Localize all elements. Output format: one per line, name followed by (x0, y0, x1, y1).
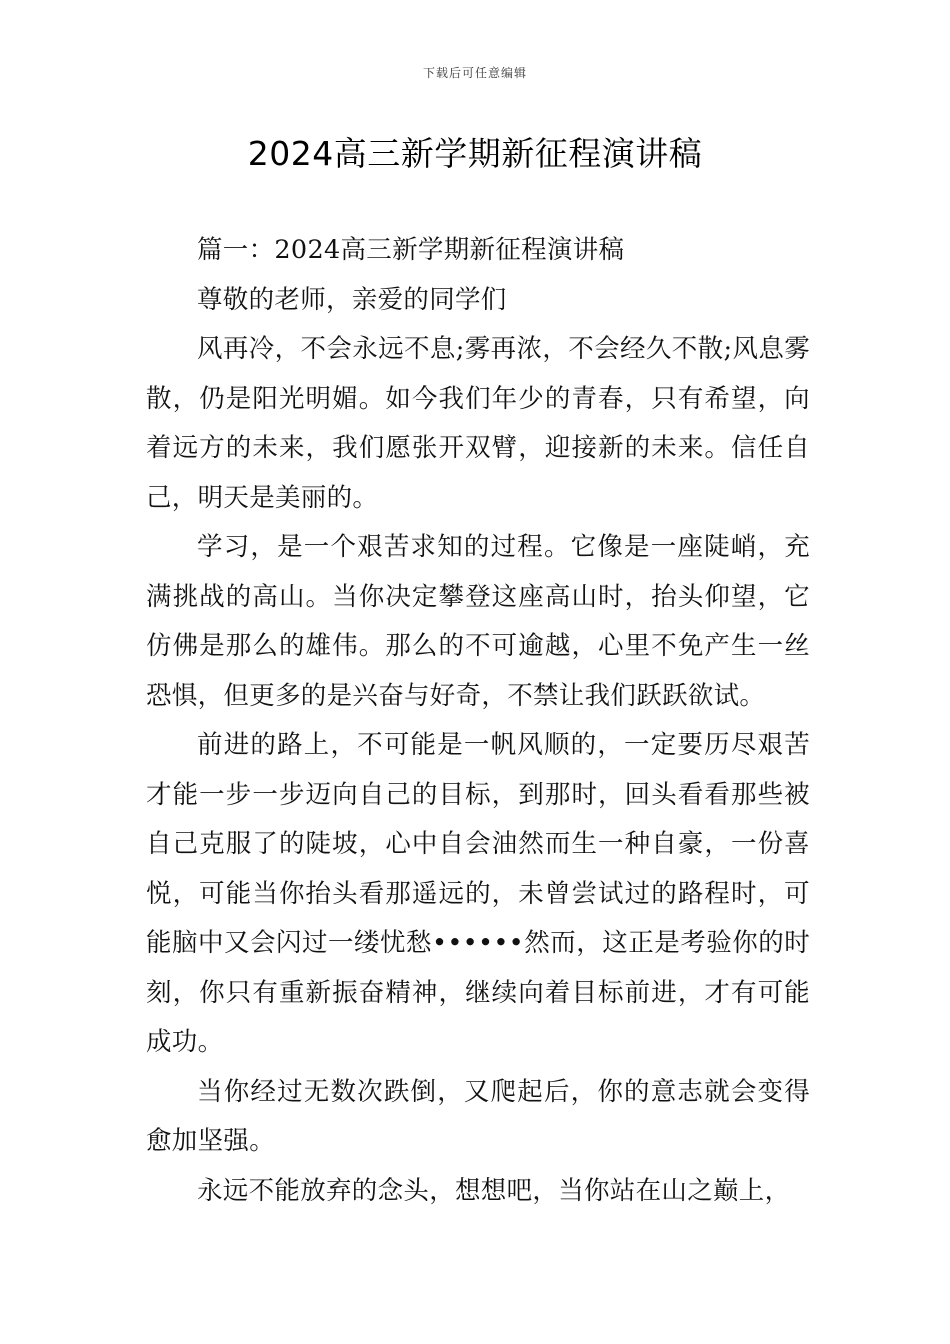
paragraph: 前进的路上，不可能是一帆风顺的，一定要历尽艰苦才能一步一步迈向自己的目标，到那时，回头看看那些被自己克服了的陡坡，心中自会油然而生一种自豪，一份喜悦，可能当你抬头看那遥远的，未曾尝试过的路程时，可能脑中又会闪过一缕忧愁••••••然而，这正是考验你的时刻，你只有重新振奋精神，继续向着目标前进，才有可能成功。 (146, 730, 810, 1057)
paragraph-section-heading: 篇一：2024高三新学期新征程演讲稿 (197, 235, 625, 265)
paragraph: 当你经过无数次跌倒，又爬起后，你的意志就会变得愈加坚强。 (146, 1076, 810, 1156)
paragraph: 学习，是一个艰苦求知的过程。它像是一座陡峭，充满挑战的高山。当你决定攀登这座高山时，抬头仰望，它仿佛是那么的雄伟。那么的不可逾越，心里不免产生一丝恐惧，但更多的是兴奋与好奇，不禁让我们跃跃欲试。 (146, 532, 810, 711)
paragraph: 风再冷，不会永远不息;雾再浓，不会经久不散;风息雾散，仍是阳光明媚。如今我们年少的青春，只有希望，向着远方的未来，我们愿张开双臂，迎接新的未来。信任自己，明天是美丽的。 (146, 334, 810, 513)
paragraph: 永远不能放弃的念头，想想吧，当你站在山之巅上， (197, 1175, 791, 1206)
document-body (146, 226, 810, 1216)
document-title: 2024高三新学期新征程演讲稿 (247, 134, 703, 173)
header-note: 下载后可任意编辑 (422, 66, 527, 80)
paragraph-salutation: 尊敬的老师，亲爱的同学们 (197, 284, 507, 315)
